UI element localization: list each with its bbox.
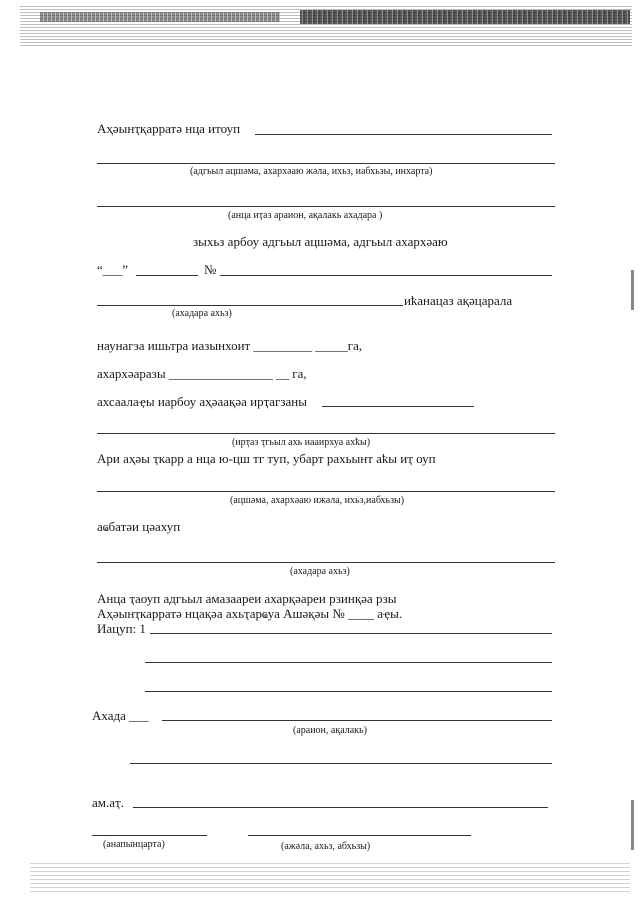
- second-copy-label: аҩбатәи цәахуп: [97, 519, 181, 534]
- boundaries-line: [322, 406, 474, 407]
- caption-owner: (адгьыл ацшәма, ахархәаю жәла, ихьз, иабхьзы, инхарта): [190, 166, 433, 177]
- head-line-2: [130, 763, 552, 764]
- scan-noise-top-right: [300, 10, 630, 24]
- head-line: [162, 720, 552, 721]
- scan-mark-right-1: [631, 270, 634, 310]
- boundaries-label: ахсаалаҿы иарбоу аҳәаақәа ирҭагзаны: [97, 394, 307, 409]
- second-copy-line: [97, 562, 555, 563]
- boundaries-line-2: [97, 433, 555, 434]
- signature-line: [92, 835, 207, 836]
- attachment-line-3: [145, 691, 552, 692]
- date-month-line: [136, 275, 198, 276]
- region-line: [97, 206, 555, 207]
- caption-first-copy: (ацшәма, ахархәаю ижәла, ихьз,иабхьзы): [230, 495, 405, 506]
- caption-authority: (ахадара ахьз): [172, 308, 232, 319]
- caption-head: (араион, ақалакь): [293, 725, 367, 736]
- first-copy-line: [97, 491, 555, 492]
- caption-name: (ажәла, ахьз, абхьзы): [281, 841, 371, 852]
- date-open: “___”: [97, 262, 129, 277]
- copies-row: Ари аҳәы ҭкарр а нца ю-цш тг туп, убарт рахьынт аҟы иҭ оуп: [97, 451, 436, 466]
- seal-label: ам.аҭ.: [92, 795, 124, 810]
- perpetual-use-row: наунагза ишьтра иазынхоит _________ _____га,: [97, 338, 363, 353]
- number-line: [220, 275, 552, 276]
- attachment-line-2: [145, 662, 552, 663]
- scan-mark-right-2: [631, 800, 634, 850]
- head-label: Ахада ___: [92, 708, 149, 723]
- registry-line-2: Аҳәынҭкарратә нцақәа ахьҭарҩуа Ашәқәы № ____ аҿы.: [97, 606, 403, 621]
- number-sign: №: [204, 262, 217, 277]
- heading-owner: зыхьз арбоу адгьыл ацшәма, адгьыл ахархәаю: [193, 234, 448, 249]
- decision-label: иҟанацаз ақәцарала: [404, 293, 513, 308]
- caption-signature: (анапынцарта): [103, 839, 165, 850]
- name-line: [248, 835, 471, 836]
- scan-noise-top-left: [40, 12, 280, 22]
- authority-line: [97, 305, 403, 306]
- owner-label: Аҳәынҭқарратә нца итоуп: [97, 121, 241, 136]
- scan-noise-bottom: [30, 862, 630, 892]
- caption-region: (анца иҭаз араион, ақалакь ахадара ): [228, 210, 383, 221]
- owner-line-2: [97, 163, 555, 164]
- usage-row: ахархәаразы ________________ __ га,: [97, 366, 307, 381]
- caption-boundaries: (ирҭаз ҭгьыл ахь иааирхуа ахҟы): [232, 437, 371, 448]
- registry-line-1: Анца ҭаоуп адгьыл амазаареи ахарқәареи рзинқәа рзы: [97, 591, 397, 606]
- attachment-label: Иацуп: 1: [97, 621, 146, 636]
- attachment-line-1: [150, 633, 552, 634]
- seal-line: [133, 807, 548, 808]
- caption-second-copy: (ахадара ахьз): [290, 566, 350, 577]
- owner-line: [255, 134, 552, 135]
